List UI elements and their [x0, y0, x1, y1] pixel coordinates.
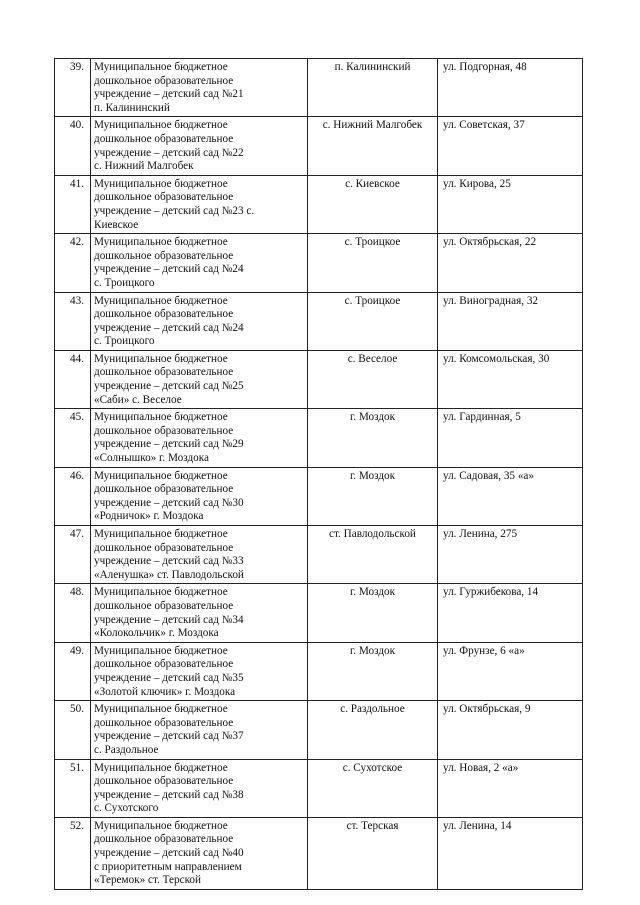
- row-number: 45.: [55, 409, 91, 467]
- settlement: с. Раздольное: [308, 701, 438, 759]
- row-number: 52.: [55, 817, 91, 889]
- street-address: ул. Ленина, 275: [438, 526, 583, 584]
- table-row: [55, 701, 583, 759]
- row-number: 51.: [55, 759, 91, 817]
- institution-name: Муниципальное бюджетное дошкольное образовательное учреждение – детский сад №23 с. Киевское: [91, 175, 308, 233]
- street-address: ул. Октябрьская, 22: [438, 234, 583, 292]
- row-number: 46.: [55, 467, 91, 525]
- institution-name: Муниципальное бюджетное дошкольное образовательное учреждение – детский сад №30 «Родничок» г. Моздока: [91, 467, 308, 525]
- row-number: 48.: [55, 584, 91, 642]
- street-address: ул. Подгорная, 48: [438, 59, 583, 117]
- settlement: п. Калининский: [308, 59, 438, 117]
- table-row: [55, 292, 583, 350]
- institution-name: Муниципальное бюджетное дошкольное образовательное учреждение – детский сад №34 «Колокольчик» г. Моздока: [91, 584, 308, 642]
- settlement: г. Моздок: [308, 584, 438, 642]
- street-address: ул. Садовая, 35 «а»: [438, 467, 583, 525]
- table-row: [55, 117, 583, 175]
- street-address: ул. Гардинная, 5: [438, 409, 583, 467]
- street-address: ул. Виноградная, 32: [438, 292, 583, 350]
- row-number: 41.: [55, 175, 91, 233]
- table-row: [55, 642, 583, 700]
- table-body: [55, 59, 583, 890]
- institution-name: Муниципальное бюджетное дошкольное образовательное учреждение – детский сад №25 «Саби» с. Веселое: [91, 350, 308, 408]
- settlement: с. Сухотское: [308, 759, 438, 817]
- table-row: [55, 234, 583, 292]
- street-address: ул. Новая, 2 «а»: [438, 759, 583, 817]
- table-row: [55, 584, 583, 642]
- row-number: 42.: [55, 234, 91, 292]
- settlement: с. Веселое: [308, 350, 438, 408]
- row-number: 50.: [55, 701, 91, 759]
- settlement: г. Моздок: [308, 409, 438, 467]
- institution-name: Муниципальное бюджетное дошкольное образовательное учреждение – детский сад №38 с. Сухотского: [91, 759, 308, 817]
- settlement: г. Моздок: [308, 642, 438, 700]
- table-row: [55, 175, 583, 233]
- institution-name: Муниципальное бюджетное дошкольное образовательное учреждение – детский сад №33 «Аленушка» ст. Павлодольской: [91, 526, 308, 584]
- table-row: [55, 526, 583, 584]
- settlement: с. Киевское: [308, 175, 438, 233]
- settlement: с. Нижний Малгобек: [308, 117, 438, 175]
- institution-name: Муниципальное бюджетное дошкольное образовательное учреждение – детский сад №29 «Солнышко» г. Моздока: [91, 409, 308, 467]
- settlement: г. Моздок: [308, 467, 438, 525]
- row-number: 44.: [55, 350, 91, 408]
- street-address: ул. Фрунзе, 6 «а»: [438, 642, 583, 700]
- street-address: ул. Комсомольская, 30: [438, 350, 583, 408]
- table-row: [55, 817, 583, 889]
- street-address: ул. Ленина, 14: [438, 817, 583, 889]
- row-number: 39.: [55, 59, 91, 117]
- institution-name: Муниципальное бюджетное дошкольное образовательное учреждение – детский сад №21 п. Калининский: [91, 59, 308, 117]
- table-row: [55, 350, 583, 408]
- table-row: [55, 759, 583, 817]
- settlement: ст. Павлодольской: [308, 526, 438, 584]
- table-row: [55, 59, 583, 117]
- street-address: ул. Октябрьская, 9: [438, 701, 583, 759]
- row-number: 43.: [55, 292, 91, 350]
- document-page: [54, 58, 582, 890]
- settlement: с. Троицкое: [308, 234, 438, 292]
- settlement: ст. Терская: [308, 817, 438, 889]
- row-number: 47.: [55, 526, 91, 584]
- table-row: [55, 409, 583, 467]
- institution-name: Муниципальное бюджетное дошкольное образовательное учреждение – детский сад №24 с. Троицкого: [91, 292, 308, 350]
- institution-name: Муниципальное бюджетное дошкольное образовательное учреждение – детский сад №24 с. Троицкого: [91, 234, 308, 292]
- institution-name: Муниципальное бюджетное дошкольное образовательное учреждение – детский сад №40 с приоритетным направлением «Теремок» ст. Терской: [91, 817, 308, 889]
- row-number: 49.: [55, 642, 91, 700]
- table-row: [55, 467, 583, 525]
- institution-name: Муниципальное бюджетное дошкольное образовательное учреждение – детский сад №37 с. Раздольное: [91, 701, 308, 759]
- row-number: 40.: [55, 117, 91, 175]
- street-address: ул. Гуржибекова, 14: [438, 584, 583, 642]
- settlement: с. Троицкое: [308, 292, 438, 350]
- kindergarten-table: [54, 58, 583, 890]
- street-address: ул. Кирова, 25: [438, 175, 583, 233]
- institution-name: Муниципальное бюджетное дошкольное образовательное учреждение – детский сад №22 с. Нижний Малгобек: [91, 117, 308, 175]
- institution-name: Муниципальное бюджетное дошкольное образовательное учреждение – детский сад №35 «Золотой ключик» г. Моздока: [91, 642, 308, 700]
- street-address: ул. Советская, 37: [438, 117, 583, 175]
